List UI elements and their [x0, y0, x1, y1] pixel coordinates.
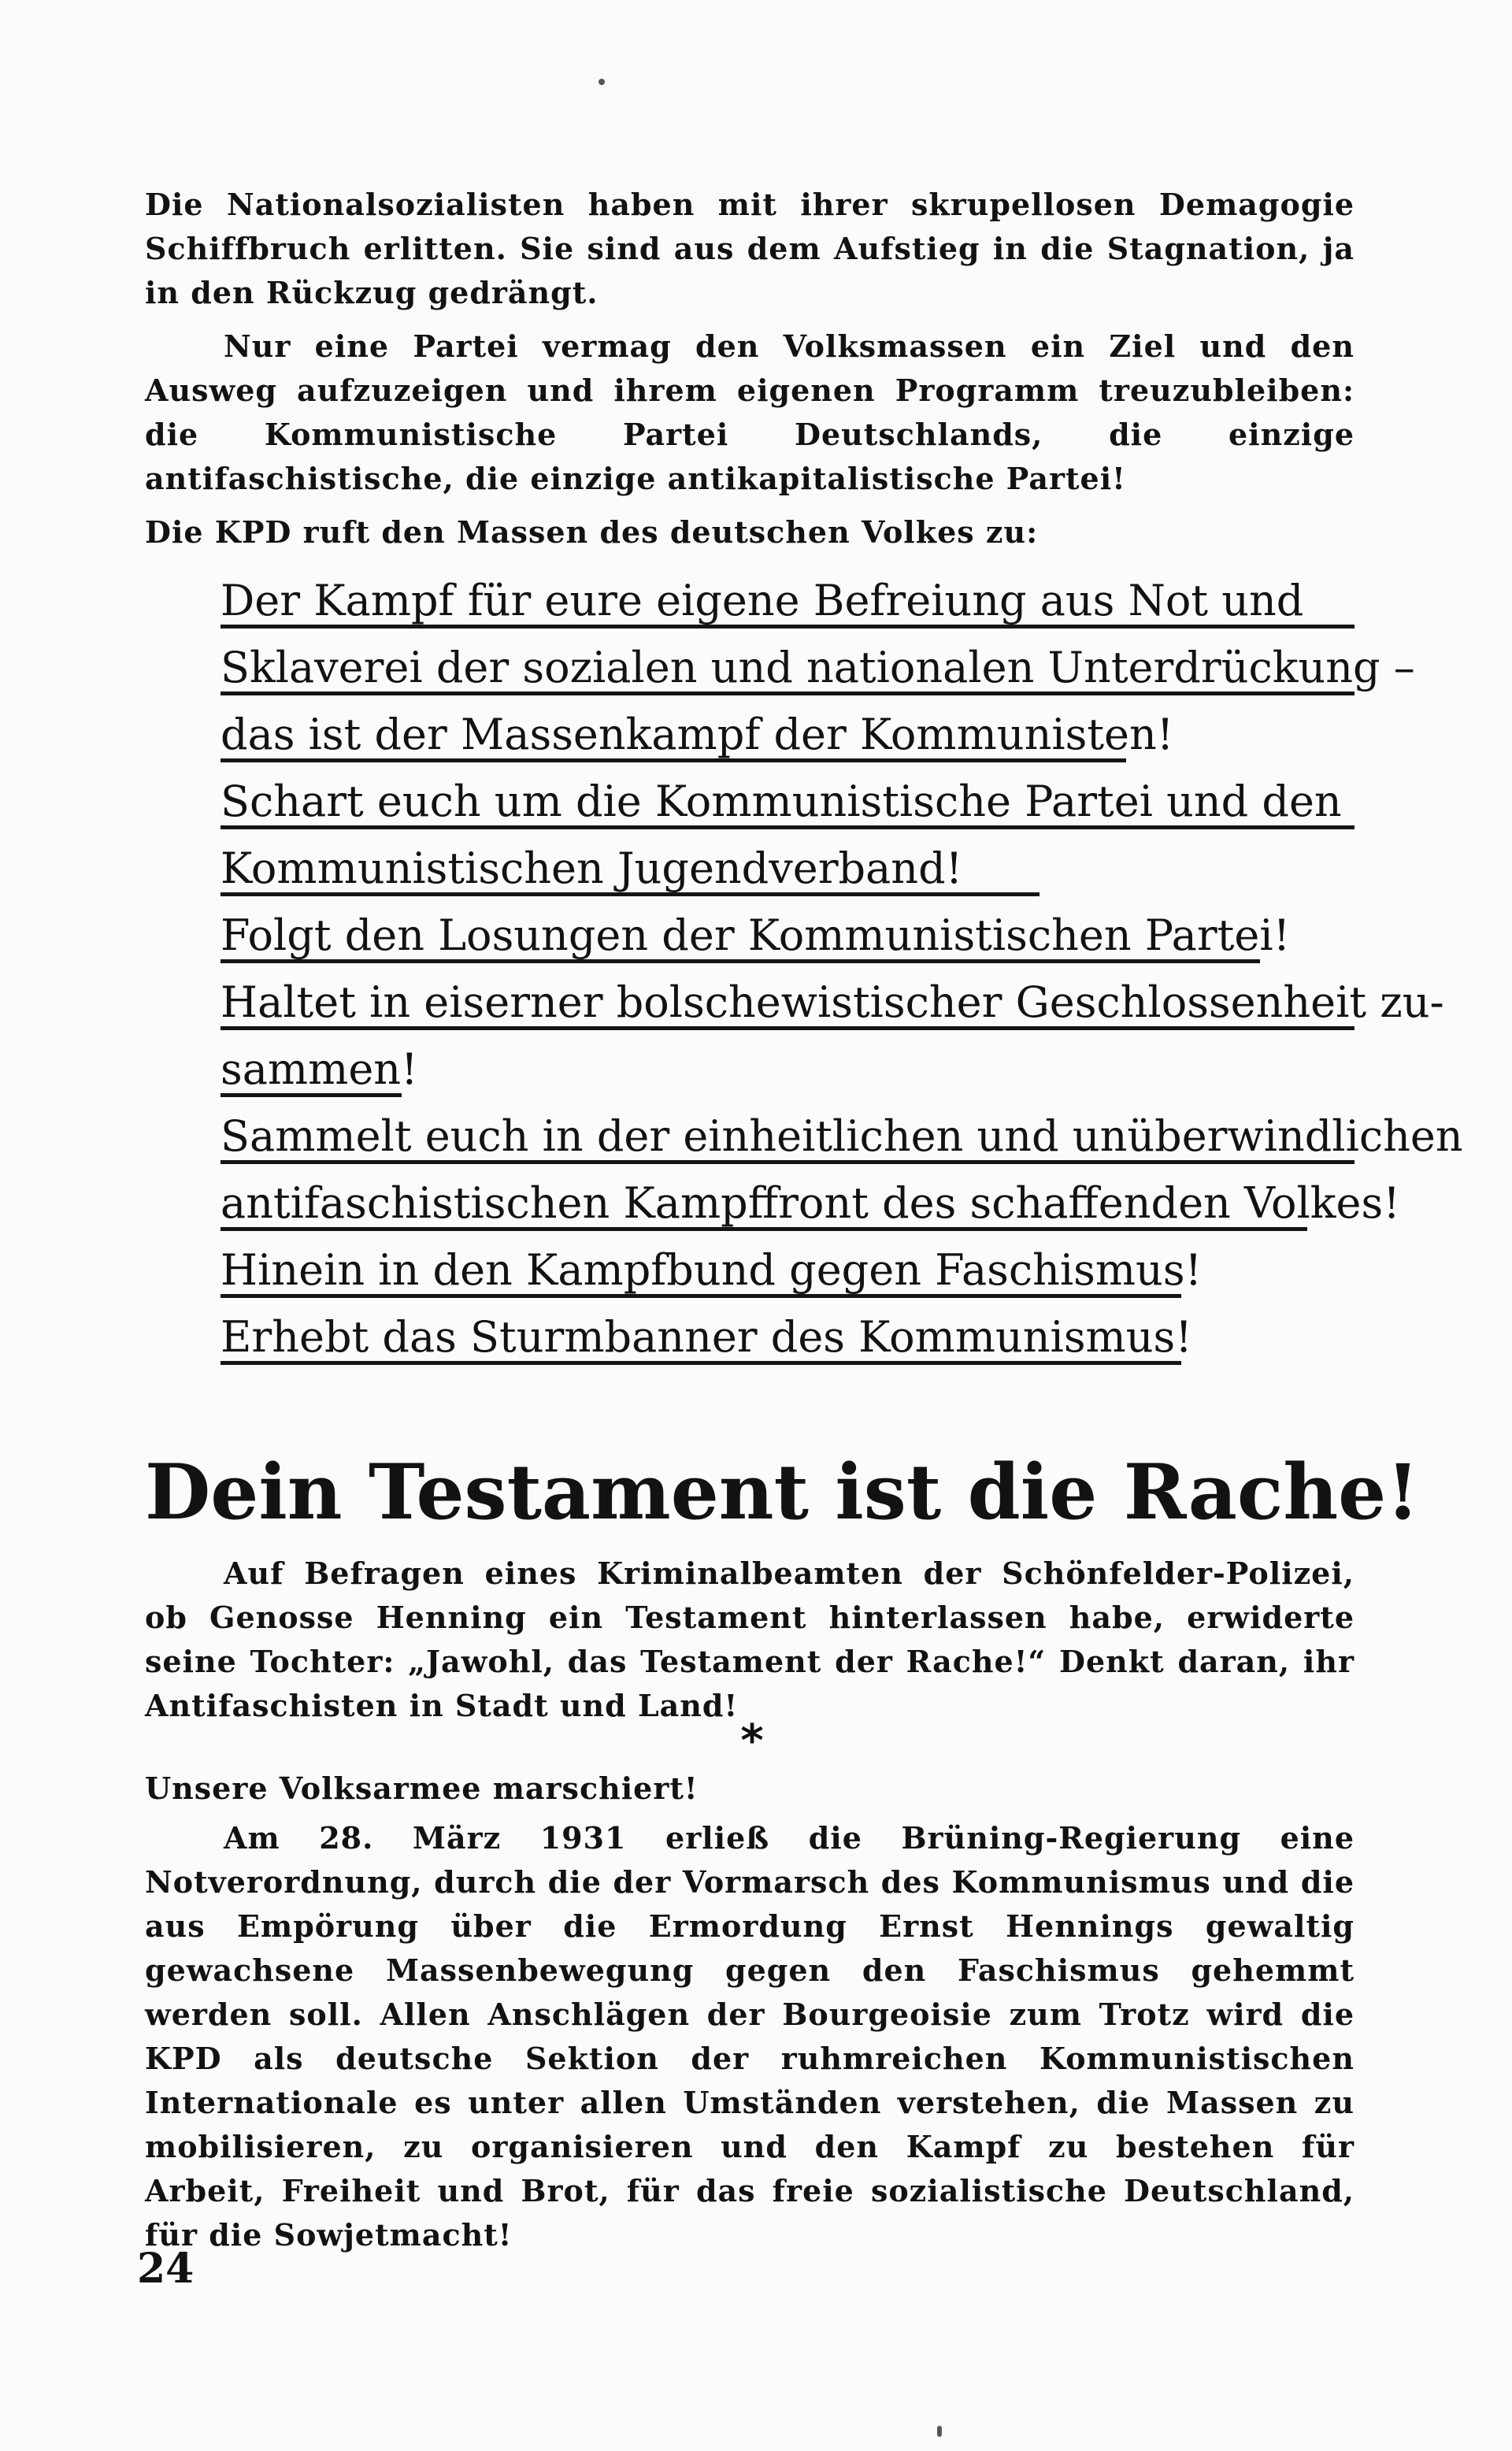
slogan-line: sammen! — [220, 1042, 402, 1097]
subheading: Unsere Volksarmee marschiert! — [145, 1771, 699, 1806]
slogan-line: Kommunistischen Jugendverband! — [220, 841, 1040, 896]
print-speck — [937, 2426, 942, 2437]
final-paragraph: Am 28. März 1931 erließ die Brüning-Regierung eine Notverordnung, durch die der Vormarsch des Kommunismus und die aus Empörung über die Ermordung Ernst Hennings gewaltig gewachsene Massenbewegung gegen den Faschismus gehemmt werden soll. Allen Anschlägen der Bourgeoisie zum Trotz wird die KPD als deutsche Sektion der ruhmreichen Kommunistischen Internationale es unter allen Umständen verstehen, die Massen zu mobilisieren, zu organisieren und den Kampf zu bestehen für Arbeit, Freiheit und Brot, für das freie sozialistische Deutschland, für die Sowjetmacht! — [145, 1820, 1354, 2253]
slogan-line: Hinein in den Kampfbund gegen Faschismus! — [220, 1243, 1181, 1298]
call-line: Die KPD ruft den Massen des deutschen Volkes zu: — [145, 514, 1039, 550]
party-paragraph: Nur eine Partei vermag den Volksmassen ein Ziel und den Ausweg aufzuzeigen und ihrem eigenen Programm treuzubleiben: die Kommunistische Partei Deutschlands, die einzige antifaschistische, die einzige antikapitalistische Partei! — [145, 328, 1354, 496]
intro-paragraph: Die Nationalsozialisten haben mit ihrer skrupellosen Demagogie Schiffbruch erlitten. Sie sind aus dem Aufstieg in die Stagnation, ja in den Rückzug gedrängt. — [145, 187, 1354, 310]
slogan-line: Erhebt das Sturmbanner des Kommunismus! — [220, 1310, 1181, 1365]
section-separator: * — [740, 1715, 764, 1767]
slogan-line: Folgt den Losungen der Kommunistischen Partei! — [220, 908, 1260, 963]
testament-paragraph: Auf Befragen eines Kriminalbeamten der Schönfelder-Polizei, ob Genosse Henning ein Testament hinterlassen habe, erwiderte seine Tochter: „Jawohl, das Testament der Rache!“ Denkt daran, ihr Antifaschisten in Stadt und Land! — [145, 1556, 1354, 1723]
print-speck — [598, 79, 605, 85]
headline: Dein Testament ist die Rache! — [145, 1448, 1420, 1537]
slogan-line: Haltet in eiserner bolschewistischer Geschlossenheit zu- — [220, 975, 1354, 1030]
slogan-line: Der Kampf für eure eigene Befreiung aus Not und — [220, 573, 1354, 629]
slogan-line: Sklaverei der sozialen und nationalen Unterdrückung – — [220, 640, 1354, 695]
slogan-line: Sammelt euch in der einheitlichen und unüberwindlichen — [220, 1109, 1354, 1164]
slogan-line: Schart euch um die Kommunistische Partei und den — [220, 774, 1354, 829]
slogan-line: das ist der Massenkampf der Kommunisten! — [220, 707, 1126, 762]
slogan-line: antifaschistischen Kampffront des schaffenden Volkes! — [220, 1176, 1307, 1231]
page-number: 24 — [137, 2245, 195, 2293]
